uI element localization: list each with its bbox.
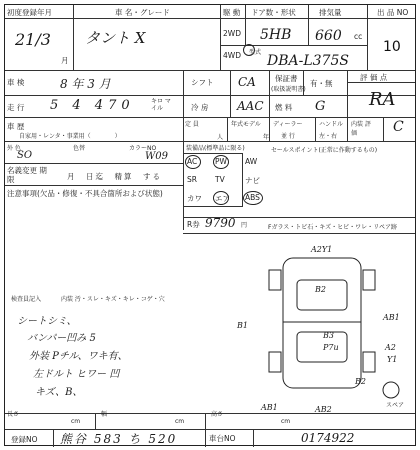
diagram-label-b3: B3 — [323, 331, 334, 340]
diagram-label-a2: A2 — [385, 343, 396, 352]
notes-label: 注意事項(欠品・修復・不具合箇所および状態) — [7, 189, 163, 198]
color-change-label: 色替 — [73, 145, 86, 152]
mileage-label: 走 行 — [7, 103, 25, 112]
change-label: 名義変更 期 限 — [7, 166, 47, 184]
height-unit: cm — [281, 418, 291, 425]
equipment-title: 装備品(標準品に限る) — [186, 145, 245, 152]
diagram-label-p7u: P7u — [323, 343, 339, 352]
shaken-value: 8 年 3 月 — [60, 77, 111, 91]
score-label: 評 価 点 — [360, 73, 388, 82]
inspection-label: 検査員記入 — [11, 296, 42, 303]
height-label: 高さ — [211, 411, 224, 418]
diagram-label-ab1-bottom: AB1 — [261, 403, 278, 412]
inspection-terms: 内装 汚・スレ・キズ・キレ・コゲ・穴 — [61, 296, 165, 303]
spare-tire — [383, 382, 399, 398]
door-shape-value: 5HB — [260, 27, 292, 43]
lot-no-value: 10 — [383, 39, 401, 55]
car-name-value: タント X — [85, 29, 146, 47]
fuel-value: G — [315, 99, 326, 114]
aircon-value: AAC — [237, 99, 264, 113]
equip-airbag: エア — [215, 194, 230, 203]
inspection-note-2: バンパー凹み 5 — [27, 333, 96, 344]
r-unit: 円 — [241, 222, 248, 229]
inspection-note-3: 外装 Pチル、ワキ有、 — [29, 351, 128, 362]
equip-aw: AW — [245, 157, 258, 166]
model-code-value: DBA-L375S — [267, 53, 349, 69]
warranty-label: 保証書 — [275, 74, 298, 83]
drive-circle-mark — [243, 44, 255, 56]
change-value: 月 日迄 精算 する — [67, 172, 162, 181]
regno-value: 熊谷 583 ち 520 — [60, 432, 178, 446]
front-left-wheel — [269, 270, 281, 290]
equip-sr: SR — [187, 175, 197, 184]
car-damage-diagram — [245, 240, 415, 412]
history-label: 車 歴 — [7, 122, 25, 131]
diagram-label-b2-top: B2 — [315, 285, 326, 294]
width-unit: cm — [175, 418, 185, 425]
displacement-value: 660 — [315, 28, 342, 44]
displacement-label: 排気量 — [319, 8, 342, 17]
inspection-note-5: キズ、B、 — [35, 387, 83, 398]
rear-left-wheel — [269, 352, 281, 372]
drive-2wd: 2WD — [223, 29, 241, 38]
color-value: SO — [17, 150, 33, 161]
equip-ac: AC — [187, 157, 198, 166]
spare-label: スペア — [386, 402, 405, 409]
diagram-label-ab2: AB2 — [315, 405, 332, 414]
equip-airbag-circle — [213, 191, 229, 205]
rear-right-wheel — [363, 352, 375, 372]
lot-label: 出 品 NO — [377, 8, 409, 17]
car-name-label: 車 名・グレード — [115, 8, 170, 17]
chassis-label: 車台NO — [209, 434, 236, 443]
r-label: R券 — [187, 220, 200, 229]
dealer-value: 並 行 — [281, 133, 295, 140]
equip-pw: PW — [215, 157, 227, 166]
door-label: ドア数・形状 — [251, 8, 296, 17]
diagram-label-b2-bottom: B2 — [355, 377, 366, 386]
diagram-label-b1: B1 — [237, 321, 248, 330]
color-label: 外 色 — [7, 145, 21, 152]
interior-value: C — [393, 119, 404, 135]
fuel-label: 燃 料 — [275, 103, 293, 112]
length-label: 長さ — [7, 411, 20, 418]
interior-label: 内装 評価 — [351, 121, 371, 137]
yearmodel-label: 年式モデル — [231, 121, 261, 128]
equip-abs: ABS — [245, 193, 260, 202]
equip-ac-circle — [185, 155, 201, 169]
equip-navi: ナビ — [245, 176, 260, 185]
model-label: 型式 — [249, 49, 262, 56]
capacity-unit: 人 — [217, 134, 224, 141]
drive-4wd: 4WD — [223, 51, 241, 60]
length-unit: cm — [71, 418, 81, 425]
chassis-value: 0174922 — [301, 431, 355, 445]
handle-label: ハンドル — [319, 121, 344, 128]
equip-pw-circle — [213, 155, 229, 169]
inspection-note-1: シートシミ、 — [17, 316, 77, 327]
r-value: 9790 — [205, 216, 236, 230]
history-note: 自家用・レンタ・事業用（ ） — [19, 133, 121, 140]
capacity-label: 定 員 — [185, 121, 199, 128]
warranty-note: (取扱説明書) — [271, 86, 306, 93]
colorno-label: カラーNO — [129, 145, 157, 152]
first-reg-label: 初度登録年月 — [7, 8, 52, 17]
shift-value: CA — [238, 75, 256, 89]
width-label: 幅 — [101, 411, 108, 418]
colorno-value: W09 — [145, 151, 169, 162]
car-body-outline — [283, 258, 361, 388]
auction-sheet — [4, 4, 416, 446]
shaken-label: 車 検 — [7, 78, 25, 87]
handle-value: 左・右 — [319, 133, 338, 140]
cc-unit: cc — [354, 32, 363, 41]
first-reg-value: 21/3 — [15, 30, 51, 49]
rear-window — [297, 332, 347, 362]
score-value: RA — [369, 89, 396, 110]
yearmodel-unit: 年 — [263, 134, 270, 141]
km-unit: キロ マイル — [151, 98, 171, 112]
warranty-value: 有・無 — [310, 79, 333, 88]
month-suffix: 月 — [61, 56, 69, 65]
aircon-label: 冷 房 — [191, 103, 209, 112]
sales-points-label: セールスポイント(正常に作動するもの) — [271, 147, 378, 154]
mileage-value: 5 4 470 — [50, 98, 135, 113]
front-right-wheel — [363, 270, 375, 290]
regno-label: 登録NO — [11, 435, 38, 444]
drive-label: 駆 動 — [223, 8, 241, 17]
diagram-label-ab1-right: AB1 — [383, 313, 400, 322]
dealer-label: ディーラー — [273, 121, 303, 128]
equip-tv: TV — [215, 175, 225, 184]
inspection-note-4: 左ドルト ヒワー 凹 — [33, 369, 120, 380]
glass-note: Fガラス・トビ石・キズ・ヒビ・ワレ・リペア跡 — [268, 224, 398, 231]
diagram-label-a2y1: A2Y1 — [311, 245, 333, 254]
diagram-label-y1: Y1 — [387, 355, 398, 364]
equip-abs-circle — [243, 191, 263, 205]
shift-label: シフト — [191, 78, 214, 87]
equip-leather: カワ — [187, 194, 202, 203]
